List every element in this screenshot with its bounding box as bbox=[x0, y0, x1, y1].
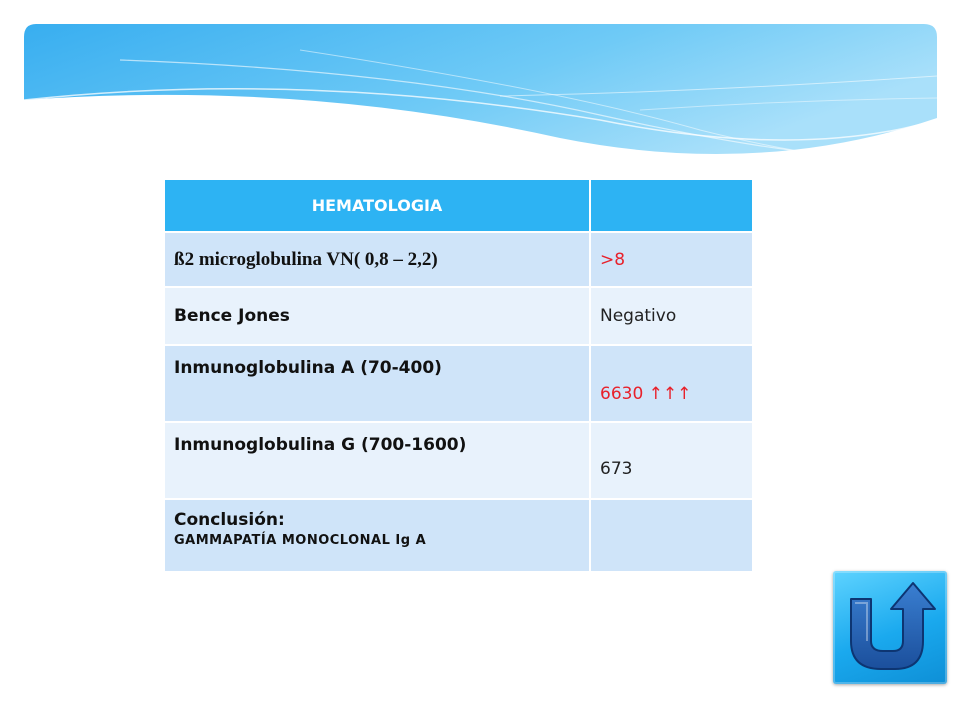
table-header-row bbox=[164, 179, 753, 232]
row-value bbox=[590, 499, 753, 572]
row-value bbox=[590, 345, 753, 422]
table-row bbox=[164, 232, 753, 287]
hematology-table-container bbox=[163, 178, 752, 571]
row-label bbox=[164, 232, 590, 287]
row-label bbox=[164, 345, 590, 422]
row-value bbox=[590, 422, 753, 499]
b2-microglobulin-label: ß2 microglobulina VN( 0,8 – 2,2) bbox=[174, 248, 438, 270]
hematology-table bbox=[163, 178, 754, 573]
bence-jones-label: Bence Jones bbox=[174, 306, 290, 326]
row-value bbox=[590, 232, 753, 287]
row-value bbox=[590, 287, 753, 345]
row-label bbox=[164, 499, 590, 572]
igg-value: 673 bbox=[600, 459, 633, 479]
header-cell-empty bbox=[590, 179, 753, 232]
table-row bbox=[164, 345, 753, 422]
iga-value: 6630 ↑↑↑ bbox=[600, 384, 692, 404]
header-cell-hematologia: HEMATOLOGIA bbox=[164, 179, 590, 232]
igg-label: Inmunoglobulina G (700-1600) bbox=[174, 435, 467, 455]
b2-microglobulin-value: >8 bbox=[600, 249, 626, 270]
iga-label: Inmunoglobulina A (70-400) bbox=[174, 358, 442, 378]
header-banner bbox=[0, 0, 960, 170]
bence-jones-value: Negativo bbox=[600, 306, 677, 326]
row-label bbox=[164, 422, 590, 499]
table-row bbox=[164, 287, 753, 345]
table-row bbox=[164, 422, 753, 499]
u-turn-arrow-icon bbox=[833, 571, 947, 684]
conclusion-label: Conclusión: bbox=[174, 510, 285, 530]
table-row bbox=[164, 499, 753, 572]
return-button[interactable] bbox=[833, 571, 947, 684]
conclusion-diagnosis: GAMMAPATÍA MONOCLONAL Ig A bbox=[174, 533, 427, 548]
row-label bbox=[164, 287, 590, 345]
